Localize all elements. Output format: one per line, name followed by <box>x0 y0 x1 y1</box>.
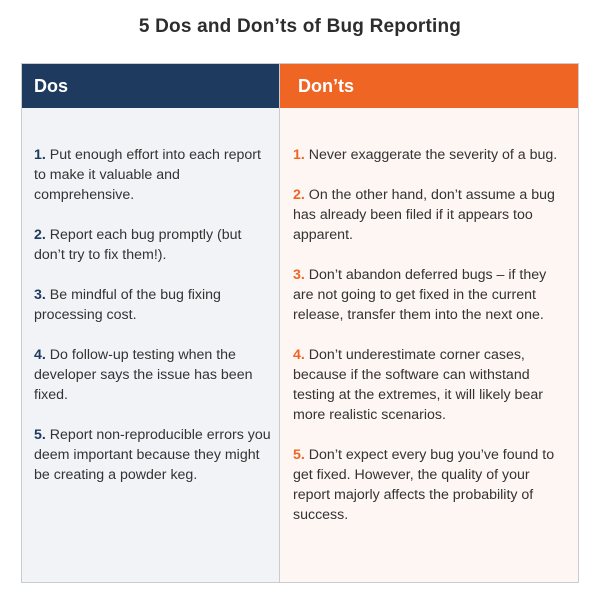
dos-item-text: Report non-reproducible errors you deem important because they might be creating a powder keg. <box>34 427 271 483</box>
dos-list <box>34 145 271 505</box>
dos-item-4 <box>34 345 271 405</box>
donts-item-text: Never exaggerate the severity of a bug. <box>308 147 558 163</box>
dos-item-number: 4. <box>34 347 46 363</box>
donts-item-number: 2. <box>293 187 305 203</box>
dos-item-number: 3. <box>34 287 46 303</box>
donts-item-number: 5. <box>293 447 305 463</box>
dos-item-text: Be mindful of the bug fixing processing cost. <box>34 287 221 323</box>
dos-item-2 <box>34 225 271 265</box>
donts-item-4 <box>293 345 568 425</box>
dos-item-3 <box>34 285 271 325</box>
donts-item-number: 1. <box>293 147 305 163</box>
donts-item-text: Don’t abandon deferred bugs – if they are not going to get fixed in the current release, transfer them into the next one. <box>293 267 547 323</box>
dos-item-text: Put enough effort into each report to make it valuable and comprehensive. <box>34 147 261 203</box>
dos-item-text: Report each bug promptly (but don’t try to fix them!). <box>34 227 242 263</box>
donts-item-text: On the other hand, don’t assume a bug has already been filed if it appears too apparent. <box>293 187 555 243</box>
donts-item-2 <box>293 185 568 245</box>
dos-column <box>22 64 280 582</box>
dos-item-1 <box>34 145 271 205</box>
dos-donts-table <box>21 63 579 583</box>
donts-column <box>280 64 578 582</box>
dos-item-number: 5. <box>34 427 46 443</box>
donts-list <box>293 145 568 545</box>
dos-item-number: 1. <box>34 147 46 163</box>
dos-header: Dos <box>22 64 279 108</box>
donts-item-text: Don’t expect every bug you’ve found to get fixed. However, the quality of your report majorly affects the probability of success. <box>293 447 555 523</box>
page-title: 5 Dos and Don’ts of Bug Reporting <box>138 16 462 37</box>
donts-item-5 <box>293 445 568 525</box>
donts-item-number: 3. <box>293 267 305 283</box>
donts-header: Don’ts <box>280 64 578 108</box>
donts-item-number: 4. <box>293 347 305 363</box>
dos-item-text: Do follow-up testing when the developer says the issue has been fixed. <box>34 347 253 403</box>
donts-item-1 <box>293 145 568 165</box>
donts-item-text: Don’t underestimate corner cases, because if the software can withstand testing at the extremes, it will likely bear more realistic scenarios. <box>293 347 543 423</box>
dos-item-number: 2. <box>34 227 46 243</box>
dos-item-5 <box>34 425 271 485</box>
donts-item-3 <box>293 265 568 325</box>
